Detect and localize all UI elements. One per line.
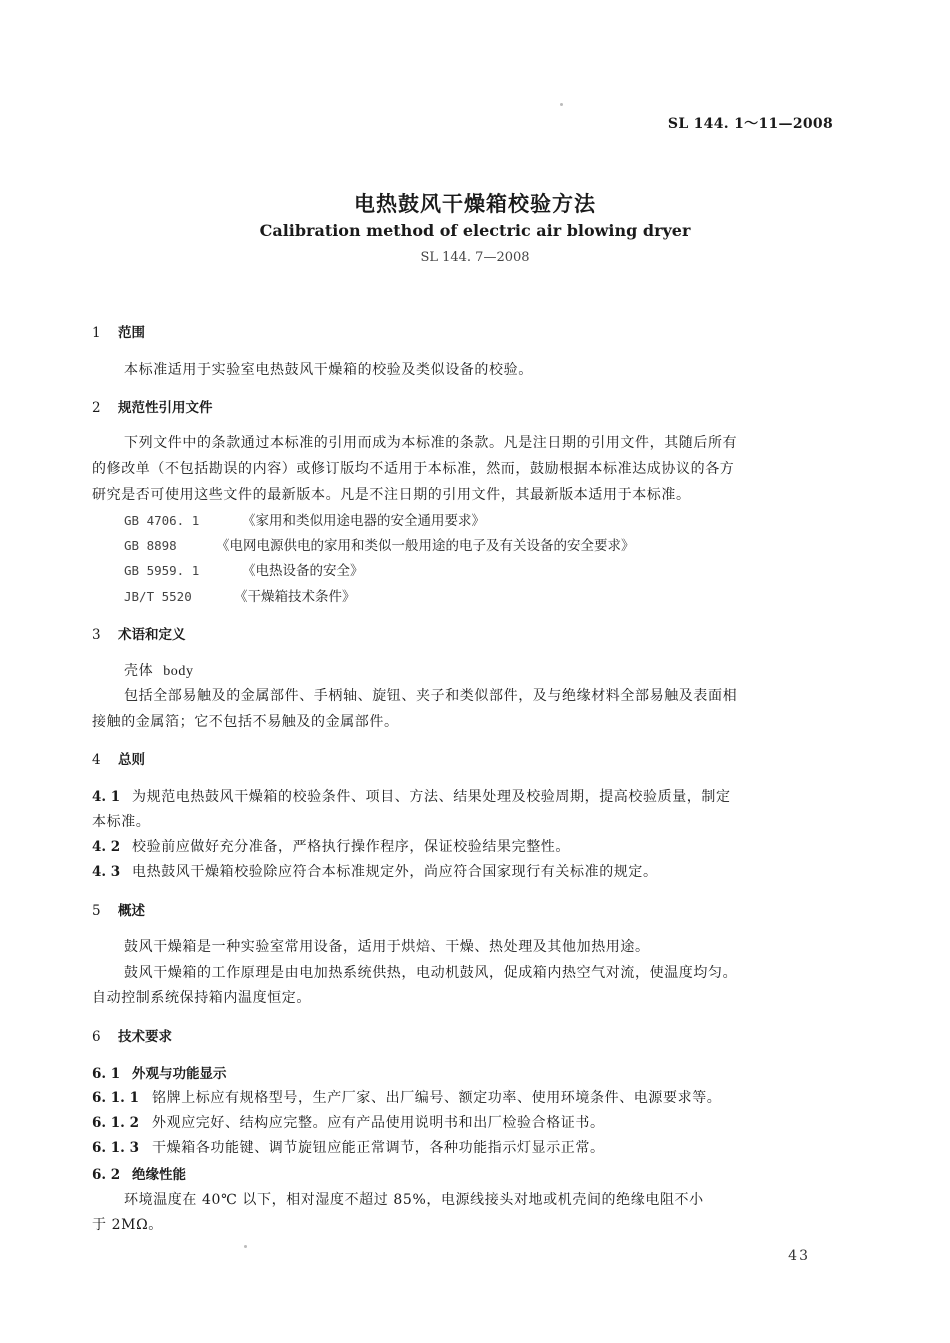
clause-number: 6. 1. 2 xyxy=(92,1115,139,1131)
section-1-text: 本标准适用于实验室电热鼓风干燥箱的校验及类似设备的校验。 xyxy=(124,362,533,378)
page-number: 43 xyxy=(788,1248,810,1264)
paragraph-line: 的修改单（不包括勘误的内容）或修订版均不适用于本标准，然而，鼓励根据本标准达成协议的各方 xyxy=(92,461,735,477)
clause-text: 干燥箱各功能键、调节旋钮应能正常调节，各种功能指示灯显示正常。 xyxy=(152,1140,605,1156)
document-title-cn: 电热鼓风干燥箱校验方法 xyxy=(354,191,596,216)
section-4-heading xyxy=(92,748,145,768)
section-number: 6 xyxy=(92,1029,101,1045)
reference-item xyxy=(124,534,635,554)
clause-number: 6. 1 xyxy=(92,1066,121,1082)
subsection-6-1-heading xyxy=(92,1062,227,1082)
clause-4-3 xyxy=(92,861,658,881)
reference-title: 《电热设备的安全》 xyxy=(242,563,364,579)
term-cn: 壳体 xyxy=(124,663,154,679)
section-title: 范围 xyxy=(118,325,145,341)
section-title: 术语和定义 xyxy=(118,627,186,643)
section-title: 总则 xyxy=(118,752,145,768)
section-5-heading xyxy=(92,899,145,919)
reference-code: JB/T 5520 xyxy=(124,589,192,604)
clause-text: 电热鼓风干燥箱校验除应符合本标准规定外，尚应符合国家现行有关标准的规定。 xyxy=(132,864,658,880)
clause-6-1-1 xyxy=(92,1087,721,1107)
clause-number: 6. 1. 3 xyxy=(92,1140,139,1156)
subsection-6-2-heading xyxy=(92,1163,186,1183)
paragraph-line: 下列文件中的条款通过本标准的引用而成为本标准的条款。凡是注日期的引用文件，其随后所有 xyxy=(124,435,738,451)
standard-code: SL 144. 1～11—2008 xyxy=(667,116,833,132)
clause-6-1-3 xyxy=(92,1137,605,1157)
reference-title: 《电网电源供电的家用和类似一般用途的电子及有关设备的安全要求》 xyxy=(216,538,635,554)
paragraph-line: 包括全部易触及的金属部件、手柄轴、旋钮、夹子和类似部件，及与绝缘材料全部易触及表面相 xyxy=(124,688,738,704)
document-code: SL 144. 7—2008 xyxy=(420,250,530,265)
term-en: body xyxy=(163,664,194,679)
clause-text: 校验前应做好充分准备，严格执行操作程序，保证校验结果完整性。 xyxy=(132,839,570,855)
clause-6-1-2 xyxy=(92,1112,605,1132)
reference-title: 《家用和类似用途电器的安全通用要求》 xyxy=(242,513,485,529)
section-title: 概述 xyxy=(118,903,145,919)
paragraph-line: 鼓风干燥箱是一种实验室常用设备，适用于烘焙、干燥、热处理及其他加热用途。 xyxy=(124,939,650,955)
section-number: 4 xyxy=(92,752,101,768)
section-title: 规范性引用文件 xyxy=(118,400,213,416)
clause-number: 4. 2 xyxy=(92,839,121,855)
clause-number: 4. 3 xyxy=(92,864,121,880)
scan-speck xyxy=(244,1245,247,1248)
clause-number: 4. 1 xyxy=(92,789,121,805)
section-1-heading xyxy=(92,321,145,341)
subsection-title: 绝缘性能 xyxy=(132,1167,186,1183)
section-3-heading xyxy=(92,623,186,643)
paragraph-line: 鼓风干燥箱的工作原理是由电加热系统供热，电动机鼓风，促成箱内热空气对流，使温度均匀。 xyxy=(124,965,738,981)
clause-4-1 xyxy=(92,786,731,806)
clause-number: 6. 1. 1 xyxy=(92,1090,139,1106)
section-number: 3 xyxy=(92,627,101,643)
scan-speck xyxy=(560,103,563,106)
paragraph-line: 于 2MΩ。 xyxy=(92,1217,163,1233)
subsection-title: 外观与功能显示 xyxy=(132,1066,227,1082)
clause-text: 外观应完好、结构应完整。应有产品使用说明书和出厂检验合格证书。 xyxy=(152,1115,605,1131)
section-6-heading xyxy=(92,1025,172,1045)
document-title-en: Calibration method of electric air blowing dryer xyxy=(259,221,691,240)
section-2-heading xyxy=(92,396,213,416)
paragraph-line: 环境温度在 40℃ 以下，相对湿度不超过 85%，电源线接头对地或机壳间的绝缘电阻不小 xyxy=(124,1192,704,1208)
clause-text: 铭牌上标应有规格型号，生产厂家、出厂编号、额定功率、使用环境条件、电源要求等。 xyxy=(152,1090,722,1106)
reference-item xyxy=(124,585,356,605)
reference-code: GB 8898 xyxy=(124,538,177,553)
clause-number: 6. 2 xyxy=(92,1167,121,1183)
paragraph-line: 研究是否可使用这些文件的最新版本。凡是不注日期的引用文件，其最新版本适用于本标准。 xyxy=(92,487,691,503)
section-title: 技术要求 xyxy=(118,1029,172,1045)
term-line xyxy=(124,660,194,680)
paragraph-line: 自动控制系统保持箱内温度恒定。 xyxy=(92,990,311,1006)
reference-code: GB 4706. 1 xyxy=(124,513,200,528)
reference-item xyxy=(124,509,485,529)
reference-code: GB 5959. 1 xyxy=(124,563,200,578)
section-number: 1 xyxy=(92,325,101,341)
clause-4-2 xyxy=(92,836,570,856)
section-number: 2 xyxy=(92,400,101,416)
paragraph-line: 本标准。 xyxy=(92,814,151,830)
clause-text: 为规范电热鼓风干燥箱的校验条件、项目、方法、结果处理及校验周期，提高校验质量，制定 xyxy=(132,789,731,805)
paragraph-line: 接触的金属箔；它不包括不易触及的金属部件。 xyxy=(92,714,399,730)
reference-item xyxy=(124,559,364,579)
reference-title: 《干燥箱技术条件》 xyxy=(234,589,356,605)
section-number: 5 xyxy=(92,903,101,919)
